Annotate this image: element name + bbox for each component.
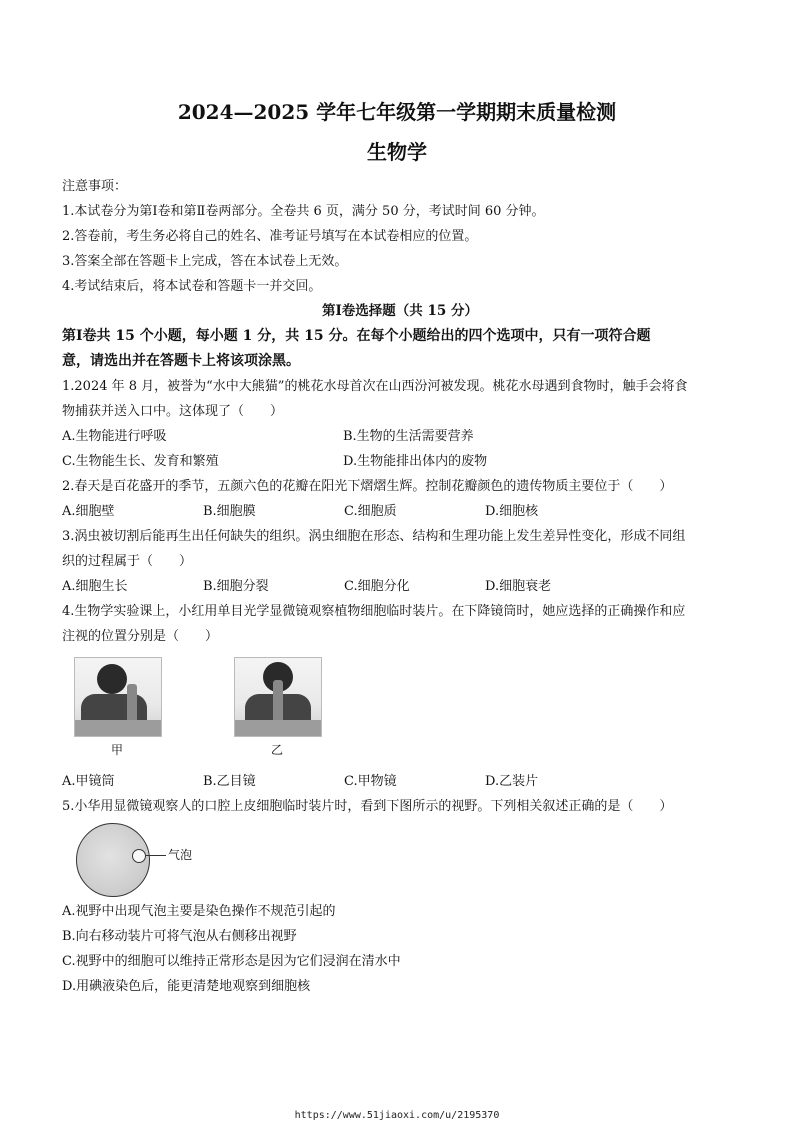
question-text: 2.春天是百花盛开的季节，五颜六色的花瓣在阳光下熠熠生辉。控制花瓣颜色的遗传物质主要位于（ ） bbox=[62, 479, 673, 494]
option-d: D.细胞核 bbox=[485, 504, 539, 519]
notice-item: 2.答卷前，考生务必将自己的姓名、准考证号填写在本试卷相应的位置。 bbox=[62, 229, 478, 244]
question-text: 1.2024 年 8 月，被誉为“水中大熊猫”的桃花水母首次在山西汾河被发现。桃花水母遇到食物时，触手会将食 bbox=[62, 379, 688, 394]
option-c: C.生物能生长、发育和繁殖 bbox=[62, 454, 219, 469]
microscope-view-figure bbox=[62, 819, 738, 899]
question-4 bbox=[62, 599, 738, 794]
option-row bbox=[62, 574, 738, 599]
option-row bbox=[62, 449, 738, 474]
option-c: C.视野中的细胞可以维持正常形态是因为它们浸润在清水中 bbox=[62, 954, 401, 969]
option-row bbox=[62, 424, 738, 449]
option-b: B.细胞分裂 bbox=[203, 579, 269, 594]
option-a: A.细胞壁 bbox=[62, 504, 115, 519]
option-row bbox=[62, 769, 738, 794]
student-photo-jia bbox=[74, 657, 162, 737]
question-text: 物捕获并送入口中。这体现了（ ） bbox=[62, 404, 284, 419]
option-b: B.向右移动装片可将气泡从右侧移出视野 bbox=[62, 929, 297, 944]
option-a: A.甲镜筒 bbox=[62, 774, 115, 789]
option-a: A.生物能进行呼吸 bbox=[62, 429, 167, 444]
question-2 bbox=[62, 474, 738, 524]
option-d: D.用碘液染色后，能更清楚地观察到细胞核 bbox=[62, 979, 311, 994]
option-d: D.细胞衰老 bbox=[485, 579, 552, 594]
option-b: B.乙目镜 bbox=[203, 774, 256, 789]
notice-item: 4.考试结束后，将本试卷和答题卡一并交回。 bbox=[62, 279, 322, 294]
footer-url[interactable]: https://www.51jiaoxi.com/u/2195370 bbox=[294, 1110, 500, 1121]
notice-item: 3.答案全部在答题卡上完成，答在本试卷上无效。 bbox=[62, 254, 348, 269]
bubble-label: 气泡 bbox=[168, 848, 193, 862]
option-b: B.细胞膜 bbox=[203, 504, 256, 519]
option-row bbox=[62, 499, 738, 524]
air-bubble bbox=[132, 849, 146, 863]
label-pointer bbox=[146, 855, 166, 856]
question-text: 5.小华用显微镜观察人的口腔上皮细胞临时装片时，看到下图所示的视野。下列相关叙述正确的是（ ） bbox=[62, 799, 673, 814]
option-c: C.细胞分化 bbox=[344, 579, 410, 594]
notice-item: 1.本试卷分为第Ⅰ卷和第Ⅱ卷两部分。全卷共 6 页，满分 50 分，考试时间 60 分钟。 bbox=[62, 204, 545, 219]
notice-heading: 注意事项： bbox=[62, 179, 128, 194]
question-5 bbox=[62, 794, 738, 999]
figure-caption-jia: 甲 bbox=[110, 743, 123, 757]
question-1 bbox=[62, 374, 738, 474]
microscope-figures bbox=[62, 649, 738, 769]
question-text: 3.涡虫被切割后能再生出任何缺失的组织。涡虫细胞在形态、结构和生理功能上发生差异性变化，形成不同组 bbox=[62, 529, 686, 544]
option-a: A.视野中出现气泡主要是染色操作不规范引起的 bbox=[62, 904, 336, 919]
section-instruction: 意，请选出并在答题卡上将该项涂黑。 bbox=[62, 353, 300, 369]
question-3 bbox=[62, 524, 738, 599]
option-a: A.细胞生长 bbox=[62, 579, 128, 594]
option-d: D.生物能排出体内的废物 bbox=[343, 454, 488, 469]
option-c: C.甲物镜 bbox=[344, 774, 397, 789]
figure-caption-yi: 乙 bbox=[270, 743, 283, 757]
exam-body bbox=[62, 174, 738, 999]
question-text: 织的过程属于（ ） bbox=[62, 554, 193, 569]
option-d: D.乙装片 bbox=[485, 774, 539, 789]
option-b: B.生物的生活需要营养 bbox=[343, 429, 474, 444]
section-heading: 第Ⅰ卷选择题（共 15 分） bbox=[321, 303, 478, 319]
student-photo-yi bbox=[234, 657, 322, 737]
page-title: 2024—2025 学年七年级第一学期期末质量检测 bbox=[177, 100, 617, 124]
question-text: 注视的位置分别是（ ） bbox=[62, 629, 219, 644]
section-instruction: 第Ⅰ卷共 15 个小题，每小题 1 分，共 15 分。在每个小题给出的四个选项中，只有一项符合题 bbox=[62, 328, 651, 344]
option-c: C.细胞质 bbox=[344, 504, 397, 519]
question-text: 4.生物学实验课上，小红用单目光学显微镜观察植物细胞临时装片。在下降镜筒时，她应选择的正确操作和应 bbox=[62, 604, 686, 619]
subject-title: 生物学 bbox=[367, 140, 427, 164]
